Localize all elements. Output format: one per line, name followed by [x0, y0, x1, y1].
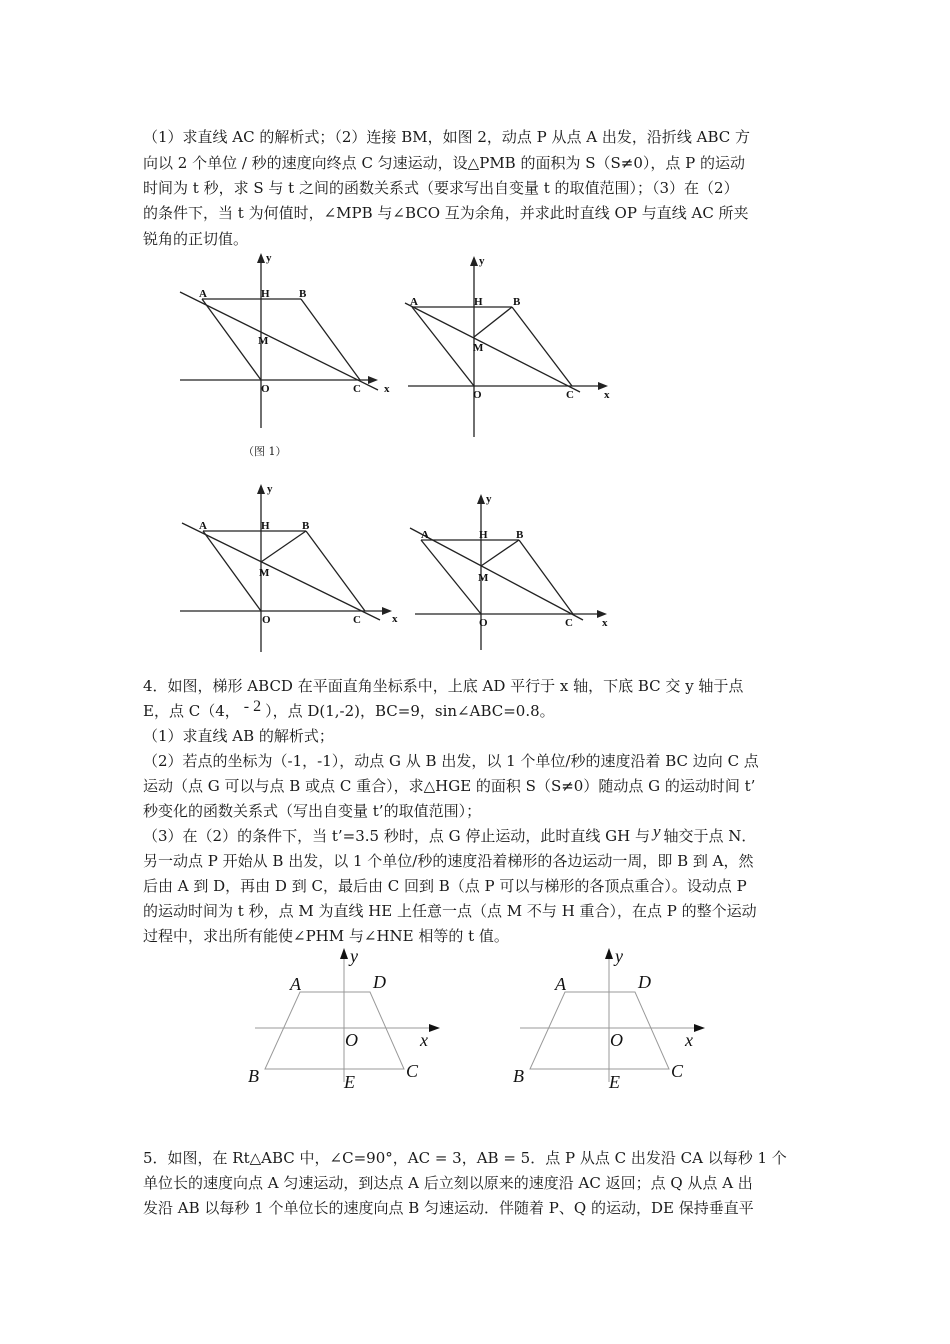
q4-line-7-start: （3）在（2）的条件下，当 t’=3.5 秒时，点 G 停止运动，此时直线 GH 与	[143, 827, 650, 845]
point-a-label: A	[199, 520, 207, 532]
point-b-label: B	[302, 520, 310, 532]
x-axis-label: x	[685, 1030, 693, 1050]
q4-line-9: 后由 A 到 D，再由 D 到 C，最后由 C 回到 B（点 P 可以与梯形的各顶点重合）。设动点 P	[143, 877, 747, 895]
point-b-label: B	[299, 288, 307, 300]
q5-line-3: 发沿 AB 以每秒 1 个单位长的速度向点 B 匀速运动．伴随着 P、Q 的运动，DE 保持垂直平	[143, 1199, 754, 1217]
point-a-label: A	[410, 296, 418, 308]
point-o-label: O	[345, 1030, 358, 1050]
point-o-label: O	[610, 1030, 623, 1050]
q4-figure-left	[240, 942, 450, 1092]
y-axis-label: y	[486, 493, 492, 505]
q4-neg-two: - 2	[243, 698, 262, 715]
x-axis-label: x	[604, 389, 610, 401]
point-h-label: H	[261, 520, 270, 532]
y-axis-label: y	[479, 255, 485, 267]
q4-figure-right	[505, 942, 715, 1092]
point-b-label: B	[248, 1066, 259, 1086]
y-axis-label: y	[267, 483, 273, 495]
x-axis-label: x	[392, 613, 398, 625]
q5-line-1: 5．如图，在 Rt△ABC 中，∠C=90°，AC = 3，AB = 5．点 P 从点 C 出发沿 CA 以每秒 1 个	[143, 1149, 787, 1167]
q3-figure-2	[400, 252, 630, 442]
point-b-label: B	[516, 529, 524, 541]
point-h-label: H	[479, 529, 488, 541]
x-axis-label: x	[420, 1030, 428, 1050]
point-c-label: C	[671, 1061, 684, 1081]
x-axis-label: x	[384, 383, 390, 395]
y-axis-label: y	[350, 946, 358, 966]
q3-figure-4	[405, 490, 625, 650]
point-c-label: C	[353, 383, 361, 395]
figure-1-caption: （图 1）	[243, 445, 287, 458]
point-e-label: E	[344, 1072, 355, 1092]
q3-line-2: 向以 2 个单位 / 秒的速度向终点 C 匀速运动，设△PMB 的面积为 S（S≠0），点 P 的运动	[143, 154, 746, 172]
point-a-label: A	[421, 529, 429, 541]
q4-line-3: （1）求直线 AB 的解析式；	[143, 727, 334, 745]
q3-line-4: 的条件下，当 t 为何值时，∠MPB 与∠BCO 互为余角，并求此时直线 OP 与直线 AC 所夹	[143, 204, 749, 222]
x-axis-label: x	[602, 617, 608, 629]
q5-line-2: 单位长的速度向点 A 匀速运动，到达点 A 后立刻以原来的速度沿 AC 返回；点 Q 从点 A 出	[143, 1174, 753, 1192]
q3-line-5: 锐角的正切值。	[143, 230, 249, 248]
q4-line-6: 秒变化的函数关系式（写出自变量 t’的取值范围）；	[143, 802, 482, 820]
point-c-label: C	[353, 614, 361, 626]
point-a-label: A	[290, 974, 301, 994]
point-m-label: M	[473, 342, 484, 354]
point-c-label: C	[565, 617, 573, 629]
point-d-label: D	[373, 972, 386, 992]
point-d-label: D	[638, 972, 651, 992]
y-axis-label: y	[266, 252, 272, 264]
point-e-label: E	[609, 1072, 620, 1092]
point-m-label: M	[259, 567, 270, 579]
point-b-label: B	[513, 1066, 524, 1086]
q4-line-2-end: ），点 D(1,-2)，BC=9，sin∠ABC=0.8。	[265, 702, 555, 720]
q3-figure-3	[170, 480, 410, 660]
q3-line-1: （1）求直线 AC 的解析式；（2）连接 BM，如图 2，动点 P 从点 A 出发，沿折线 ABC 方	[143, 128, 751, 146]
point-o-label: O	[261, 383, 270, 395]
q4-line-7-end: 轴交于点 N．	[663, 827, 757, 845]
q4-line-2-start: E，点 C（4，	[143, 702, 240, 720]
point-c-label: C	[566, 389, 574, 401]
q4-line-5: 运动（点 G 可以与点 B 或点 C 重合），求△HGE 的面积 S（S≠0）随动点 G 的运动时间 t’	[143, 777, 756, 795]
q4-line-10: 的运动时间为 t 秒，点 M 为直线 HE 上任意一点（点 M 不与 H 重合），在点 P 的整个运动	[143, 902, 757, 920]
point-m-label: M	[478, 572, 489, 584]
q4-line-8: 另一动点 P 开始从 B 出发，以 1 个单位/秒的速度沿着梯形的各边运动一周，即 B 到 A，然	[143, 852, 754, 870]
q4-line-1: 4．如图，梯形 ABCD 在平面直角坐标系中，上底 AD 平行于 x 轴，下底 BC 交 y 轴于点	[143, 677, 744, 695]
point-h-label: H	[474, 296, 483, 308]
q4-italic-y: y	[652, 822, 661, 841]
point-b-label: B	[513, 296, 521, 308]
point-a-label: A	[555, 974, 566, 994]
q3-line-3: 时间为 t 秒，求 S 与 t 之间的函数关系式（要求写出自变量 t 的取值范围）；（3）在（2）	[143, 179, 739, 197]
q4-line-4: （2）若点的坐标为（-1，-1），动点 G 从 B 出发，以 1 个单位/秒的速度沿着 BC 边向 C 点	[143, 752, 759, 770]
q4-line-2	[143, 698, 555, 722]
point-o-label: O	[473, 389, 482, 401]
point-c-label: C	[406, 1061, 419, 1081]
y-axis-label: y	[615, 946, 623, 966]
q4-line-11: 过程中，求出所有能使∠PHM 与∠HNE 相等的 t 值。	[143, 927, 509, 945]
q3-figure-1	[170, 250, 400, 440]
point-a-label: A	[199, 288, 207, 300]
point-h-label: H	[261, 288, 270, 300]
q4-line-7	[143, 822, 757, 846]
point-o-label: O	[479, 617, 488, 629]
point-m-label: M	[258, 335, 269, 347]
point-o-label: O	[262, 614, 271, 626]
